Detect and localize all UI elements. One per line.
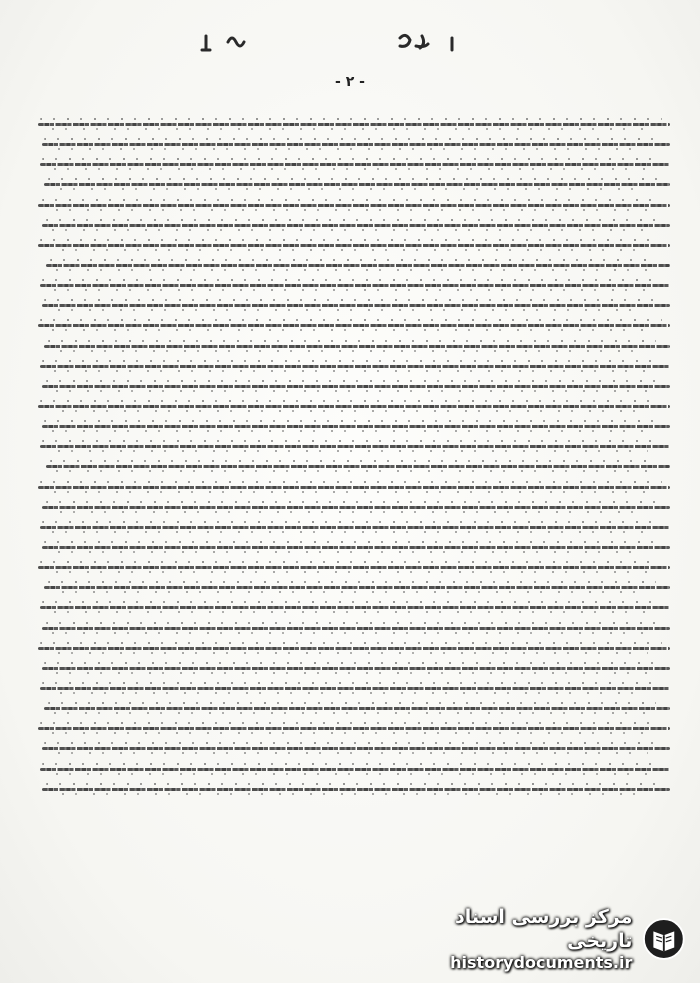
- text-line: [38, 376, 670, 396]
- book-logo-icon: [642, 916, 686, 962]
- text-line: [38, 638, 670, 658]
- typewritten-body-text: [38, 114, 670, 914]
- watermark-name: مرکز بررسی اسناد تاریخی: [455, 906, 633, 952]
- text-line: [38, 436, 670, 456]
- text-line: [38, 557, 670, 577]
- watermark-url[interactable]: historydocuments.ir: [450, 953, 633, 972]
- text-line: [38, 517, 670, 537]
- text-line: [38, 618, 670, 638]
- text-line: [38, 718, 670, 738]
- text-line: [38, 134, 670, 154]
- text-line: [38, 597, 670, 617]
- text-line: [38, 759, 670, 779]
- watermark-text: [396, 905, 632, 973]
- text-line: [38, 114, 670, 134]
- header-stamp-mark: [200, 28, 500, 58]
- text-line: [38, 477, 670, 497]
- text-line: [38, 255, 670, 275]
- text-line: [38, 497, 670, 517]
- text-line: [38, 295, 670, 315]
- text-line: [38, 416, 670, 436]
- text-line: [38, 235, 670, 255]
- watermark[interactable]: [396, 906, 686, 972]
- text-line: [38, 537, 670, 557]
- text-line: [38, 315, 670, 335]
- text-line: [38, 779, 670, 799]
- text-line: [38, 174, 670, 194]
- text-line: [38, 195, 670, 215]
- page-number: - ۲ -: [335, 74, 365, 90]
- text-line: [38, 456, 670, 476]
- text-line: [38, 698, 670, 718]
- text-line: [38, 658, 670, 678]
- text-line: [38, 154, 670, 174]
- text-line: [38, 336, 670, 356]
- text-line: [38, 215, 670, 235]
- text-line: [38, 738, 670, 758]
- text-line: [38, 577, 670, 597]
- text-line: [38, 678, 670, 698]
- text-line: [38, 275, 670, 295]
- text-line: [38, 356, 670, 376]
- text-line: [38, 396, 670, 416]
